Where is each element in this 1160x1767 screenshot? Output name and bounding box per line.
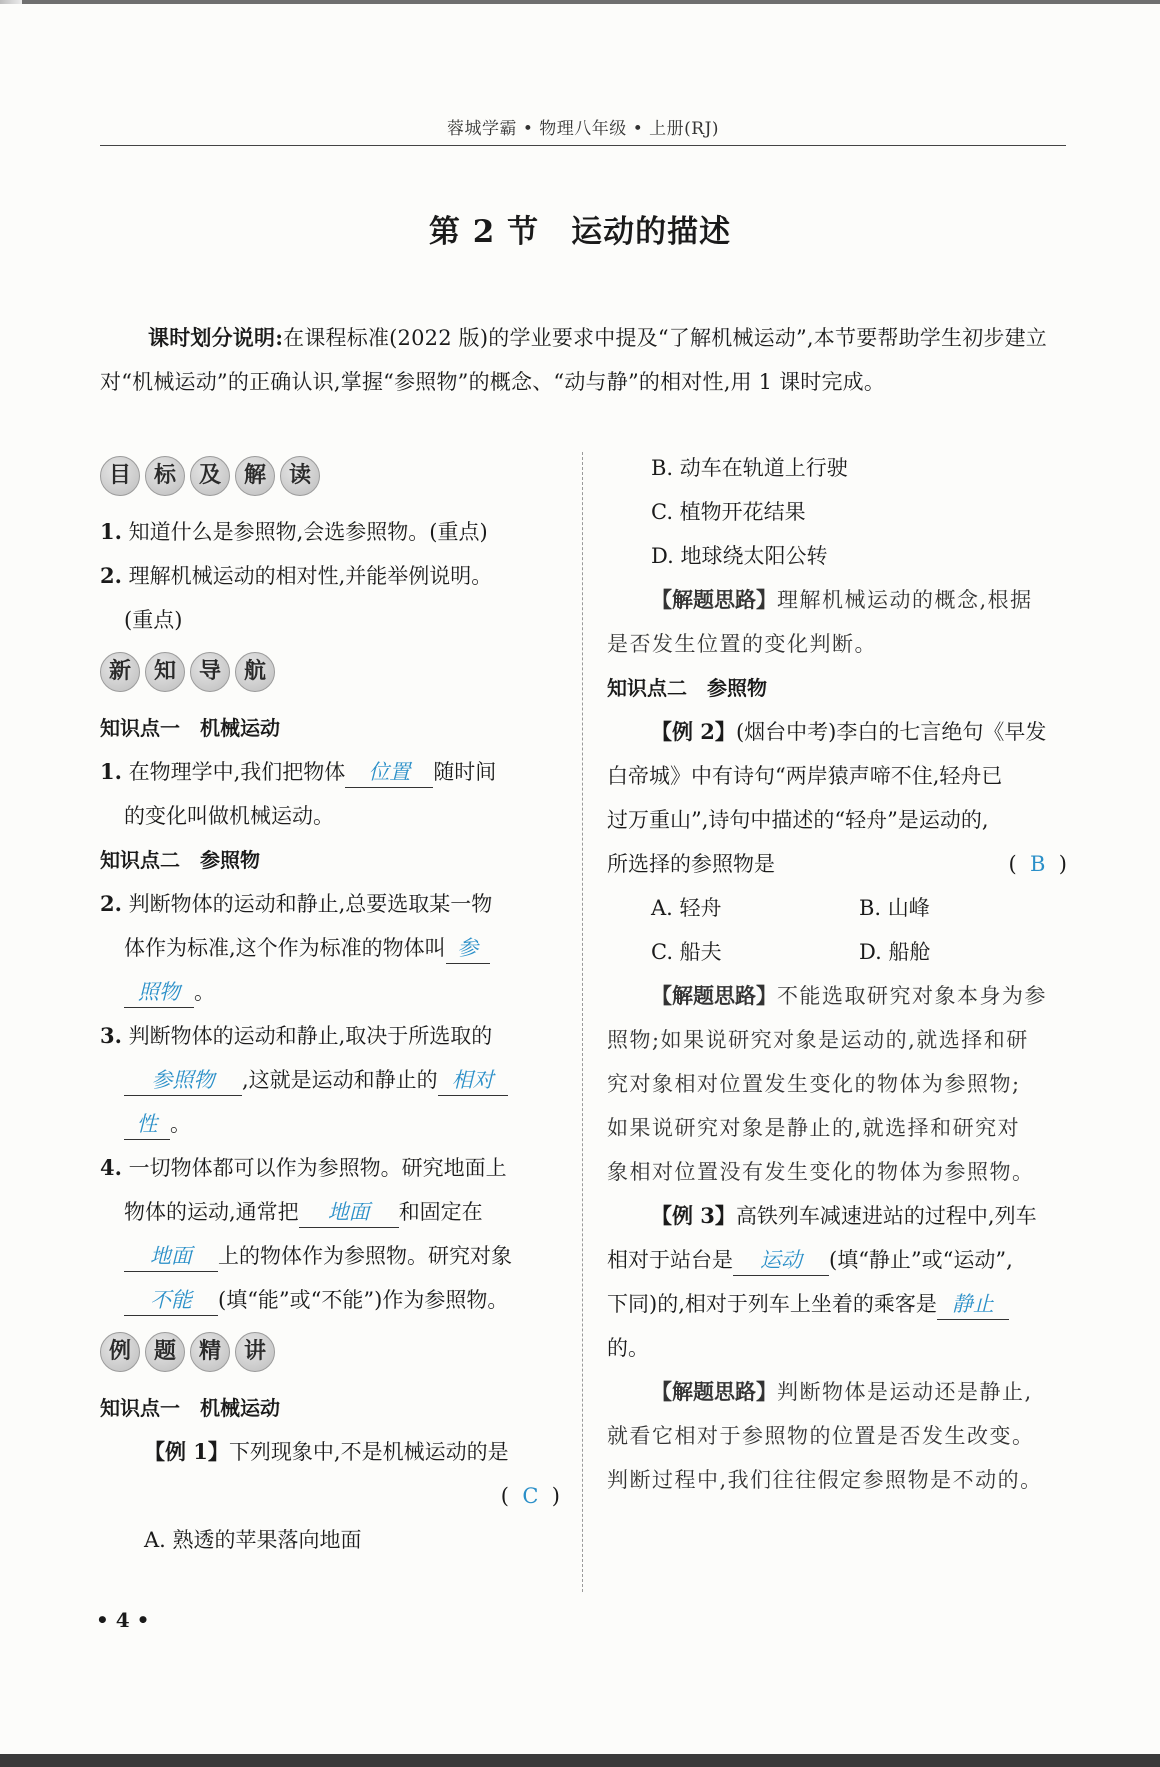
intro-label: 课时划分说明:	[148, 325, 284, 350]
answer-blank: 不能	[124, 1285, 218, 1316]
solution-tip-1: 【解题思路】理解机械运动的概念,根据	[651, 587, 1033, 612]
heading-char: 目	[100, 456, 140, 496]
answer-blank: 性	[124, 1109, 170, 1140]
goals-heading	[100, 448, 560, 504]
heading-char: 例	[100, 1332, 140, 1372]
knowledge-point-1-examples: 知识点一 机械运动	[100, 1396, 280, 1420]
solution-tip-1-cont: 是否发生位置的变化判断。	[607, 632, 877, 656]
solution-tip-2-line2: 照物;如果说研究对象是运动的,就选择和研	[607, 1028, 1029, 1052]
option-c: C. 船夫	[651, 940, 722, 964]
section-title: 第 2 节 运动的描述	[428, 214, 732, 250]
question-3-cont: 参照物 ,这就是运动和静止的 相对	[100, 1058, 560, 1102]
question-4-cont: 物体的运动,通常把 地面 和固定在	[100, 1190, 560, 1234]
heading-char: 及	[190, 456, 230, 496]
question-4: 4. 一切物体都可以作为参照物。研究地面上	[100, 1155, 507, 1180]
knowledge-point-2-examples: 知识点二 参照物	[607, 676, 767, 700]
example-2-options-row2	[607, 930, 1067, 974]
answer-blank: 参	[446, 933, 490, 964]
answer-blank: 参照物	[124, 1065, 242, 1096]
solution-tip-2: 【解题思路】不能选取研究对象本身为参	[651, 983, 1047, 1008]
example-3-line3: 下同)的,相对于列车上坐着的乘客是 静止	[607, 1282, 1067, 1326]
heading-char: 航	[235, 652, 275, 692]
question-3: 3. 判断物体的运动和静止,取决于所选取的	[100, 1023, 493, 1048]
option-b: B. 山峰	[859, 896, 930, 920]
question-3-cont2: 性 。	[100, 1102, 560, 1146]
page-bottom-edge	[0, 1754, 1160, 1767]
question-4-cont2: 地面 上的物体作为参照物。研究对象	[100, 1234, 560, 1278]
question-2: 2. 判断物体的运动和静止,总要选取某一物	[100, 891, 493, 916]
heading-char: 读	[280, 456, 320, 496]
heading-char: 新	[100, 652, 140, 692]
question-2-cont: 体作为标准,这个作为标准的物体叫 参	[100, 926, 560, 970]
guide-heading	[100, 644, 560, 700]
example-2-answer: ( B )	[1008, 852, 1067, 876]
column-divider	[582, 452, 583, 1592]
solution-tip-2-line5: 象相对位置没有发生变化的物体为参照物。	[607, 1160, 1035, 1184]
example-3-line2: 相对于站台是 运动 (填“静止”或“运动”,	[607, 1238, 1067, 1282]
goal-item: 1. 知道什么是参照物,会选参照物。(重点)	[100, 519, 488, 544]
solution-tip-2-line3: 究对象相对位置发生变化的物体为参照物;	[607, 1072, 1021, 1096]
example-3-line4: 的。	[607, 1336, 649, 1360]
example-2-line4: 所选择的参照物是 ( B )	[607, 842, 1067, 886]
heading-char: 题	[145, 1332, 185, 1372]
example-2: 【例 2】(烟台中考)李白的七言绝句《早发	[651, 719, 1047, 744]
heading-char: 讲	[235, 1332, 275, 1372]
solution-tip-2-line4: 如果说研究对象是静止的,就选择和研究对	[607, 1116, 1021, 1140]
example-2-options-row1	[607, 886, 1067, 930]
option-a: A. 熟透的苹果落向地面	[144, 1528, 362, 1552]
option-d: D. 船舱	[859, 940, 931, 964]
examples-heading	[100, 1324, 560, 1380]
right-column	[607, 446, 1067, 1502]
knowledge-point-2: 知识点二 参照物	[100, 848, 260, 872]
answer-choice: C	[522, 1484, 539, 1508]
answer-blank: 照物	[124, 977, 194, 1008]
goal-item-cont: (重点)	[124, 608, 183, 632]
heading-char: 精	[190, 1332, 230, 1372]
answer-blank: 位置	[345, 757, 433, 788]
question-4-cont3: 不能 (填“能”或“不能”)作为参照物。	[100, 1278, 560, 1322]
answer-blank: 地面	[124, 1241, 218, 1272]
intro-text: 在课程标准(2022 版)的学业要求中提及“了解机械运动”,本节要帮助学生初步建立对“机械运动”的正确认识,掌握“参照物”的概念、“动与静”的相对性,用 1 课时完成。	[100, 326, 1048, 394]
answer-choice: B	[1030, 852, 1046, 876]
knowledge-point-1: 知识点一 机械运动	[100, 716, 280, 740]
heading-char: 标	[145, 456, 185, 496]
option-b: B. 动车在轨道上行驶	[651, 456, 848, 480]
question-2-cont2: 照物 。	[100, 970, 560, 1014]
answer-blank: 静止	[937, 1289, 1009, 1320]
left-column	[100, 446, 560, 1562]
example-1: 【例 1】下列现象中,不是机械运动的是	[144, 1439, 509, 1464]
header-rule	[100, 145, 1066, 146]
answer-blank: 地面	[299, 1197, 399, 1228]
example-2-line3: 过万重山”,诗句中描述的“轻舟”是运动的,	[607, 808, 989, 832]
intro-paragraph	[100, 316, 1066, 404]
solution-tip-3: 【解题思路】判断物体是运动还是静止,	[651, 1379, 1033, 1404]
page-number: • 4 •	[96, 1608, 150, 1632]
solution-tip-3-line2: 就看它相对于参照物的位置是否发生改变。	[607, 1424, 1035, 1448]
answer-blank: 相对	[438, 1065, 508, 1096]
question-1: 1. 在物理学中,我们把物体 位置 随时间	[100, 750, 560, 794]
option-d: D. 地球绕太阳公转	[651, 544, 828, 568]
example-1-answer: ( C )	[500, 1484, 560, 1508]
running-header: 蓉城学霸 • 物理八年级 • 上册(RJ)	[446, 119, 720, 139]
heading-char: 解	[235, 456, 275, 496]
heading-char: 导	[190, 652, 230, 692]
heading-char: 知	[145, 652, 185, 692]
goal-item: 2. 理解机械运动的相对性,并能举例说明。	[100, 563, 493, 588]
answer-blank: 运动	[733, 1245, 829, 1276]
example-2-line2: 白帝城》中有诗句“两岸猿声啼不住,轻舟已	[607, 764, 1003, 788]
solution-tip-3-line3: 判断过程中,我们往往假定参照物是不动的。	[607, 1468, 1043, 1492]
question-1-cont: 的变化叫做机械运动。	[124, 804, 334, 828]
option-a: A. 轻舟	[651, 896, 722, 920]
example-3: 【例 3】高铁列车减速进站的过程中,列车	[651, 1203, 1037, 1228]
option-c: C. 植物开花结果	[651, 500, 806, 524]
